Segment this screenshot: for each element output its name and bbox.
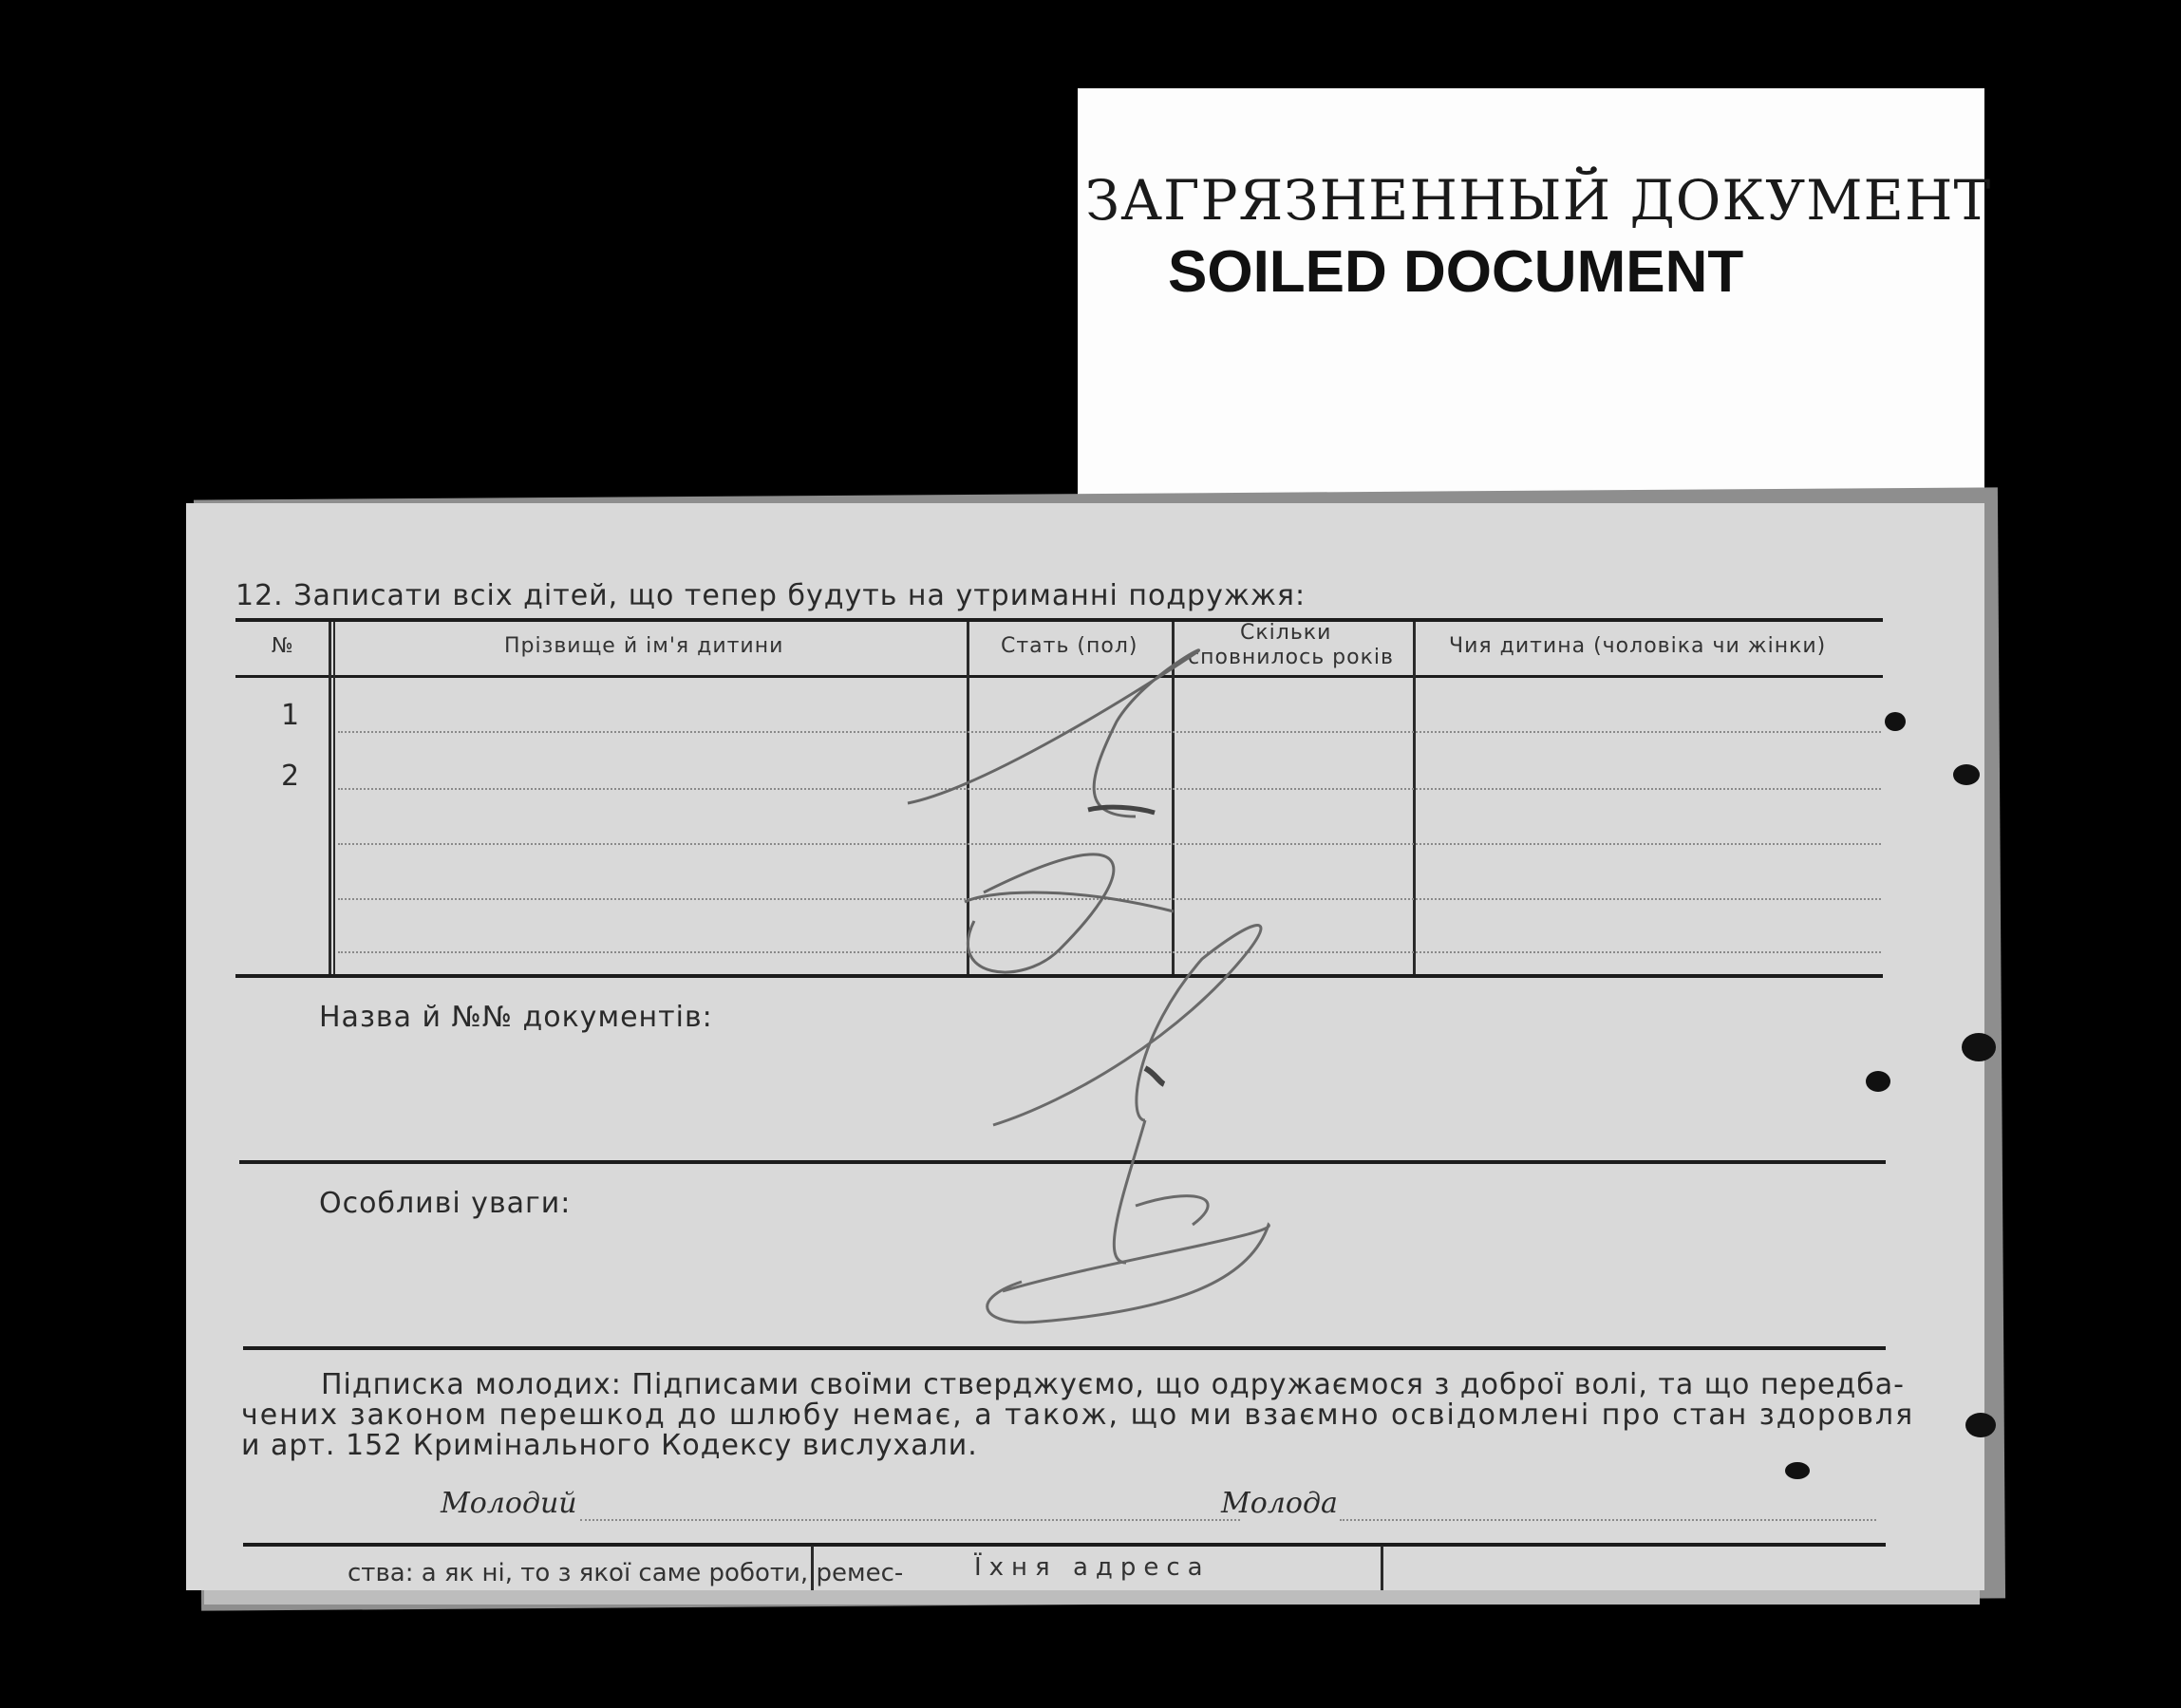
stain-mark [1785,1462,1810,1479]
documents-label: Назва й №№ документів: [319,1001,713,1034]
header-child-name: Прізвище й ім'я дитини [504,634,784,658]
notice-english-text: SOILED DOCUMENT [1168,239,1744,305]
stain-mark [1962,1033,1996,1061]
header-age-2: сповнилось років [1188,646,1394,669]
header-no: № [272,634,294,658]
subscription-line-2: чених законом перешкод до шлюбу немає, а також, що ми взаємно освідомлені про стан здоровля [241,1398,1915,1432]
header-whose-child: Чия дитина (чоловіка чи жінки) [1449,634,1827,658]
subscription-line-1: Підписка молодих: Підписами своїми стверджуємо, що одружаємося з доброї волі, та що передба- [321,1368,1905,1401]
crossing-out-strokes [186,503,1984,1590]
stain-mark [1885,712,1906,731]
notice-russian-text: ЗАГРЯЗНЕННЫЙ ДОКУМЕНТ [1085,168,1992,233]
remarks-label: Особливі уваги: [319,1187,572,1220]
marriage-form [186,503,1984,1590]
row-number-1: 1 [281,699,300,732]
header-age-1: Скільки [1240,621,1332,645]
bride-signature-label: Молода [1221,1487,1338,1520]
question-12: 12. Записати всіх дітей, що тепер будуть на утриманні подружжя: [235,579,1307,612]
row-number-2: 2 [281,760,300,793]
soiled-document-notice [1078,88,1992,506]
subscription-line-3: и арт. 152 Кримінального Кодексу вислухали. [241,1429,978,1462]
footer-cut-text: ства: а як ні, то з якої саме роботи, ремес- [348,1559,904,1587]
footer-address-header: Їхня адреса [974,1553,1211,1582]
header-sex: Стать (пол) [1001,634,1138,658]
stain-mark [1953,764,1980,785]
stain-mark [1965,1413,1996,1437]
groom-signature-label: Молодий [441,1487,577,1520]
stain-mark [1866,1071,1890,1092]
